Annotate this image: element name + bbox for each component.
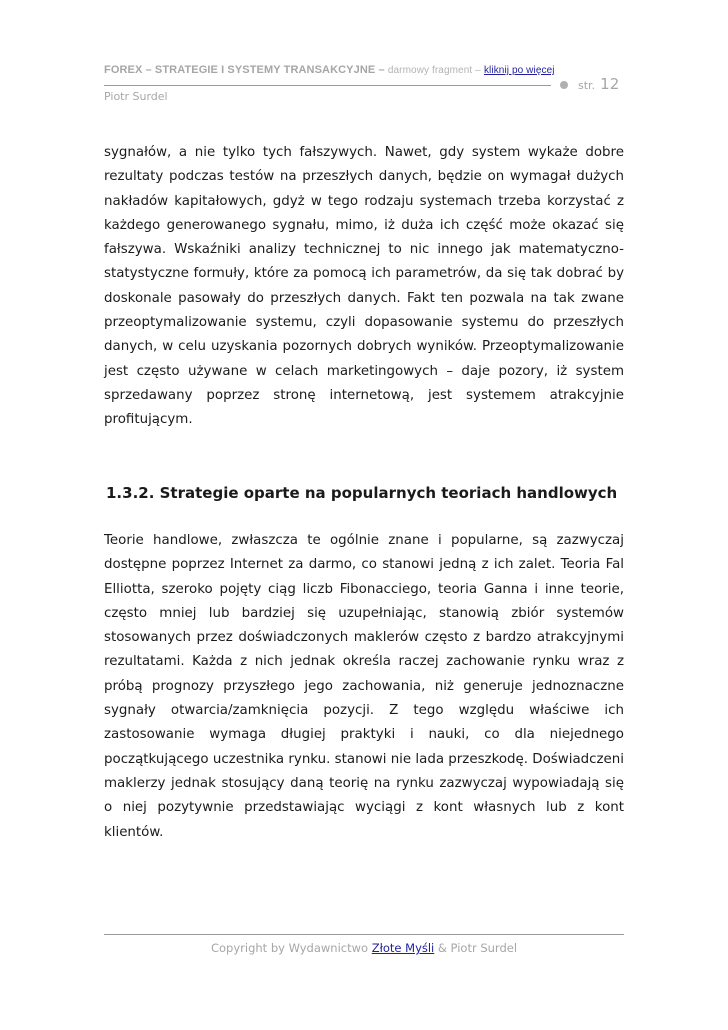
copyright-prefix: Copyright by Wydawnictwo <box>210 941 369 955</box>
page-header <box>104 58 626 108</box>
section-heading: 1.3.2. Strategie oparte na popularnych teoriach handlowych <box>106 484 618 502</box>
page-indicator <box>578 74 619 93</box>
fragment-label: darmowy fragment – <box>387 65 481 76</box>
copyright-suffix: & Piotr Surdel <box>437 941 518 955</box>
body-paragraph-2: Teorie handlowe, zwłaszcza te ogólnie znane i popularne, są zazwyczaj dostępne poprzez Internet za darmo, co stanowi jedną z ich zalet. Teoria Fal Elliotta, szeroko pojęty ciąg liczb Fibonacciego, teoria Ganna i inne teorie, często mniej lub bardziej się uzupełniając, stanowią zbiór systemów stosowanych przez doświadczonych maklerów często z bardzo atrakcyjnymi rezultatami. Każda z nich jednak określa raczej zachowanie rynku wraz z próbą prognozy przyszłego jego zachowania, niż generuje jednoznaczne sygnały otwarcia/zamknięcia pozycji. Z tego względu właściwe ich zastosowanie wymaga długiej praktyki i nauki, co dla niejednego początkującego uczestnika rynku. stanowi nie lada przeszkodę. Doświadczeni maklerzy jednak stosujący daną teorię na rynku zazwyczaj wypowiadają się o niej pozytywnie przedstawiając wyciągi z kont własnych lub z kont klientów. <box>104 533 624 840</box>
book-title: FOREX – STRATEGIE I SYSTEMY TRANSAKCYJNE – <box>104 64 385 76</box>
header-divider <box>104 85 551 86</box>
page-label: str. <box>578 79 596 92</box>
bullet-dot-icon <box>560 81 568 89</box>
page-number: 12 <box>600 75 620 93</box>
header-title-line <box>104 64 555 76</box>
publisher-link[interactable]: Złote Myśli <box>371 941 435 955</box>
header-author: Piotr Surdel <box>104 90 168 103</box>
body-paragraph-1: sygnałów, a nie tylko tych fałszywych. Nawet, gdy system wykaże dobre rezultaty podczas testów na przeszłych danych, będzie on wymagał dużych nakładów kapitałowych, gdyż w tego rodzaju systemach trzeba korzystać z każdego generowanego sygnału, mimo, iż duża ich część może okazać się fałszywa. Wskaźniki analizy technicznej to nic innego jak matematyczno-statystyczne formuły, które za pomocą ich parametrów, da się tak dobrać by doskonale pasowały do przeszłych danych. Fakt ten pozwala na tak zwane przeoptymalizowanie systemu, czyli dopasowanie systemu do przeszłych danych, w celu uzyskania pozornych dobrych wyników. Przeoptymalizowanie jest często używane w celach marketingowych – daje pozory, iż system sprzedawany poprzez stronę internetową, jest systemem atrakcyjnie profitującym. <box>104 145 624 428</box>
page-footer <box>0 941 728 955</box>
more-link[interactable]: kliknij po więcej <box>483 65 555 76</box>
footer-divider <box>104 934 624 935</box>
